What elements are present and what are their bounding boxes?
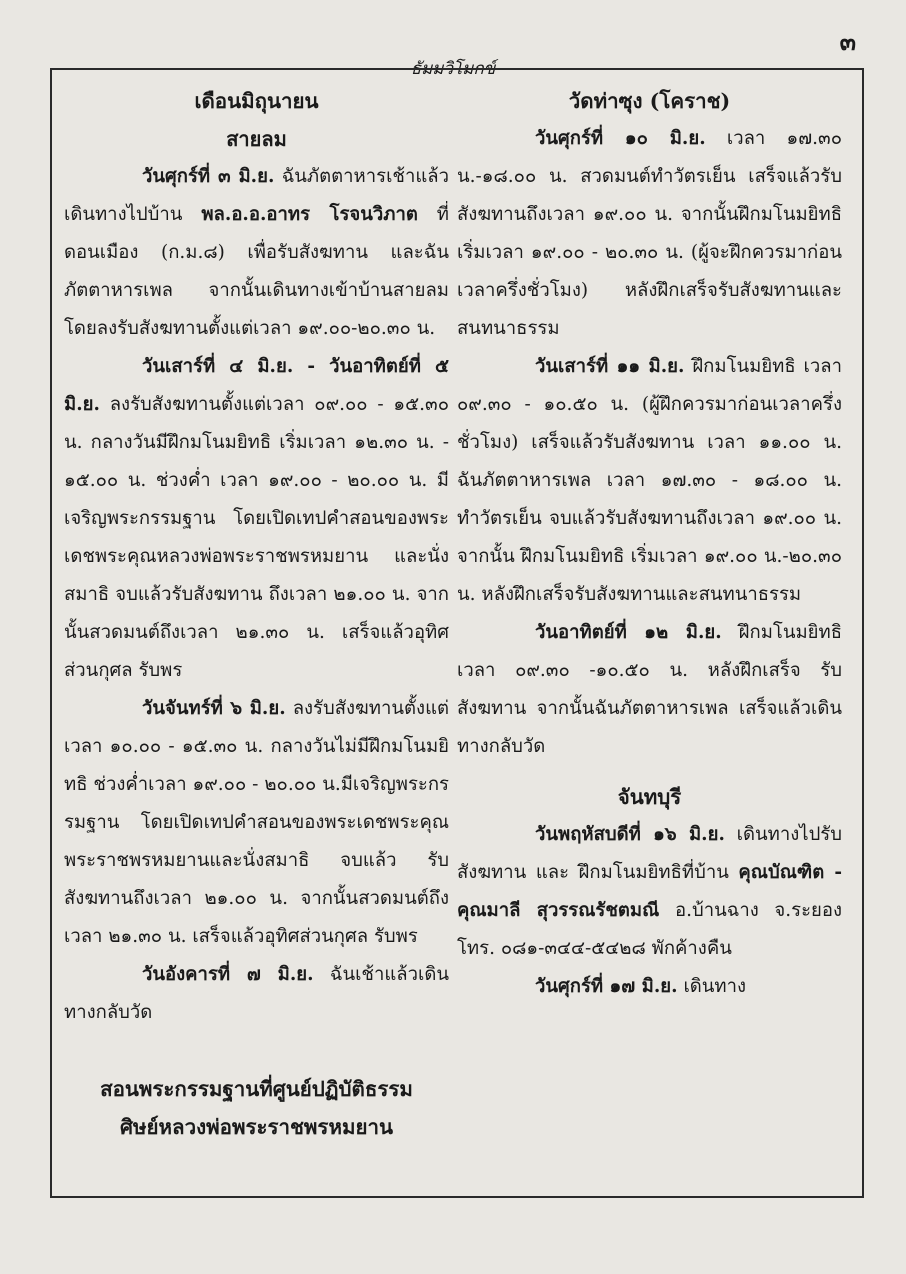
date-label: วันศุกร์ที่ ๓ มิ.ย. [142, 166, 275, 187]
left-column [64, 82, 449, 1146]
page-number: ๓ [839, 27, 856, 56]
date-label: วันเสาร์ที่ ๑๑ มิ.ย. [535, 356, 685, 377]
paragraph-jun-6: วันจันทร์ที่ ๖ มิ.ย. ลงรับสังฆทานตั้งแต่เวลา ๑๐.๐๐ - ๑๕.๓๐ น. กลางวันไม่มีฝึกมโนมยิทธิ ช่วงค่ำเวลา ๑๙.๐๐ - ๒๐.๐๐ น.มีเจริญพระกรรมฐาน โดยเปิดเทปคำสอนของพระเดชพระคุณ พระราชพรหมยานและนั่งสมาธิ จบแล้ว รับสังฆทานถึงเวลา ๒๑.๐๐ น. จากนั้นสวดมนต์ถึงเวลา ๒๑.๓๐ น. เสร็จแล้วอุทิศส่วนกุศล รับพร [64, 698, 450, 947]
paragraph-jun-10: วันศุกร์ที่ ๑๐ มิ.ย. เวลา ๑๗.๓๐ น.-๑๘.๐๐ น. สวดมนต์ทำวัตรเย็น เสร็จแล้วรับสังฆทานถึงเวลา ๑๙.๐๐ น. จากนั้นฝึกมโนมยิทธิ เริ่มเวลา ๑๙.๐๐ - ๒๐.๓๐ น. (ผู้จะฝึกควรมาก่อนเวลาครึ่งชั่วโมง) หลังฝึกเสร็จรับสังฆทานและสนทนาธรรม [457, 128, 842, 339]
spacer [64, 1032, 449, 1070]
date-label: วันจันทร์ที่ ๖ มิ.ย. [142, 698, 286, 719]
location-sailom: สายลม [226, 127, 287, 151]
date-label: วันพฤหัสบดีที่ ๑๖ มิ.ย. [535, 824, 725, 845]
paragraph-jun-7: วันอังคารที่ ๗ มิ.ย. ฉันเช้าแล้วเดินทางกลับวัด [64, 964, 449, 1023]
section-title-line-2: ศิษย์หลวงพ่อพระราชพรหมยาน [119, 1115, 394, 1139]
date-label: วันอังคารที่ ๗ มิ.ย. [142, 964, 314, 985]
running-title: ธัมมวิโมกข์ [410, 59, 496, 79]
host-name: คุณบัณฑิต - คุณมาลี สุวรรณรัชตมณี [457, 862, 842, 921]
date-label: วันศุกร์ที่ ๑๗ มิ.ย. [535, 976, 678, 997]
location-chanthaburi: จันทบุรี [617, 785, 682, 809]
right-column [457, 82, 842, 1006]
paragraph-jun-3: วันศุกร์ที่ ๓ มิ.ย. ฉันภัตตาหารเช้าแล้วเดินทางไปบ้าน พล.อ.อ.อาทร โรจนวิภาต ที่ดอนเมือง (ก.ม.๘) เพื่อรับสังฆทาน และฉันภัตตาหารเพล จากนั้นเดินทางเข้าบ้านสายลม โดยลงรับสังฆทานตั้งแต่เวลา ๑๙.๐๐-๒๐.๓๐ น. [64, 166, 449, 339]
month-title: เดือนมิถุนายน [194, 89, 319, 113]
paragraph-jun-12: วันอาทิตย์ที่ ๑๒ มิ.ย. ฝึกมโนมยิทธิ เวลา ๐๙.๓๐ -๑๐.๕๐ น. หลังฝึกเสร็จ รับสังฆทาน จากนั้นฉันภัตตาหารเพล เสร็จแล้วเดินทางกลับวัด [457, 622, 842, 757]
content-frame [50, 68, 864, 1198]
paragraph-jun-16: วันพฤหัสบดีที่ ๑๖ มิ.ย. เดินทางไปรับสังฆทาน และ ฝึกมโนมยิทธิที่บ้าน คุณบัณฑิต - คุณมาลี สุวรรณรัชตมณี อ.บ้านฉาง จ.ระยอง โทร. ๐๘๑-๓๔๔-๕๔๒๘ พักค้างคืน [457, 824, 842, 959]
paragraph-jun-17: วันศุกร์ที่ ๑๗ มิ.ย. เดินทาง [535, 976, 747, 997]
paragraph-jun-11: วันเสาร์ที่ ๑๑ มิ.ย. ฝึกมโนมยิทธิ เวลา ๐๙.๓๐ - ๑๐.๕๐ น. (ผู้ฝึกควรมาก่อนเวลาครึ่งชั่วโมง) เสร็จแล้วรับสังฆทาน เวลา ๑๑.๐๐ น. ฉันภัตตาหารเพล เวลา ๑๗.๓๐ - ๑๘.๐๐ น. ทำวัตรเย็น จบแล้วรับสังฆทานถึงเวลา ๑๙.๐๐ น. จากนั้น ฝึกมโนมยิทธิ เริ่มเวลา ๑๙.๐๐ น.-๒๐.๓๐ น. หลังฝึกเสร็จรับสังฆทานและสนทนาธรรม [457, 356, 842, 605]
date-label: วันเสาร์ที่ ๔ มิ.ย. - วันอาทิตย์ที่ ๕ มิ.ย. [64, 356, 449, 415]
host-name: พล.อ.อ.อาทร โรจนวิภาต [201, 204, 418, 225]
date-label: วันศุกร์ที่ ๑๐ มิ.ย. [535, 128, 706, 149]
section-title-line-1: สอนพระกรรมฐานที่ศูนย์ปฏิบัติธรรม [100, 1077, 413, 1101]
paragraph-jun-4-5: วันเสาร์ที่ ๔ มิ.ย. - วันอาทิตย์ที่ ๕ มิ.ย. ลงรับสังฆทานตั้งแต่เวลา ๐๙.๐๐ - ๑๕.๓๐ น. กลางวันมีฝึกมโนมยิทธิ เริ่มเวลา ๑๒.๓๐ น. - ๑๕.๐๐ น. ช่วงค่ำ เวลา ๑๙.๐๐ - ๒๐.๐๐ น. มีเจริญพระกรรมฐาน โดยเปิดเทปคำสอนของพระเดชพระคุณหลวงพ่อพระราชพรหมยาน และนั่งสมาธิ จบแล้วรับสังฆทาน ถึงเวลา ๒๑.๐๐ น. จากนั้นสวดมนต์ถึงเวลา ๒๑.๓๐ น. เสร็จแล้วอุทิศส่วนกุศล รับพร [64, 356, 449, 681]
location-watthasung-korat: วัดท่าซุง (โคราช) [568, 89, 731, 113]
spacer [457, 766, 842, 778]
date-label: วันอาทิตย์ที่ ๑๒ มิ.ย. [535, 622, 722, 643]
